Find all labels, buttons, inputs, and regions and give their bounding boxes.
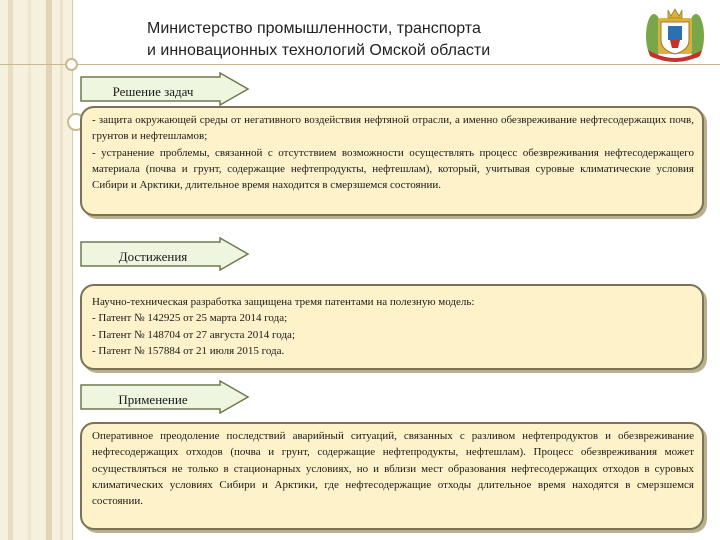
patent-1: - Патент № 142925 от 25 марта 2014 года; xyxy=(92,312,288,325)
tasks-heading: Решение задач xyxy=(112,84,194,99)
vertical-divider xyxy=(72,0,73,540)
tasks-paragraph-1: - защита окружающей среды от негативного воздействия нефтяной отрасли, а именно обезвреживание нефтесодержащих почв, грунтов и нефтешламов; xyxy=(92,114,694,143)
coat-of-arms-icon xyxy=(644,4,706,64)
achievements-box xyxy=(80,284,704,370)
patent-2: - Патент № 148704 от 27 августа 2014 года; xyxy=(92,328,295,341)
achievements-heading: Достижения xyxy=(118,249,188,264)
header-divider-dot xyxy=(65,58,78,71)
left-decorative-band xyxy=(0,0,72,540)
tasks-box xyxy=(80,106,704,216)
patent-3: - Патент № 157884 от 21 июля 2015 года. xyxy=(92,344,285,357)
application-heading-arrow xyxy=(80,380,250,414)
application-heading: Применение xyxy=(118,392,188,407)
header-divider xyxy=(0,64,720,65)
page-title-line-1: Министерство промышленности, транспорта xyxy=(147,20,481,37)
application-paragraph-1: Оперативное преодоление последствий аварийный ситуаций, связанных с разливом нефтепродуктов и обезвреживание нефтесодержащих отходов (почва и грунт, содержащие нефтепродукты, нефтешлам). Процесс обезвреживания может осуществляться не только в стационарных условиях, но и вблизи мест образования нефтесодержащих отходов в суровых климатических условиях Сибири и Арктики, где нефтесодержащие отходы длительное время находятся в смерзшемся состоянии. xyxy=(92,430,694,508)
tasks-heading-arrow xyxy=(80,72,250,106)
page-title xyxy=(147,18,587,62)
achievements-heading-arrow xyxy=(80,237,250,271)
page-title-line-2: и инновационных технологий Омской области xyxy=(147,42,491,59)
application-box xyxy=(80,422,704,530)
achievements-paragraph-1: Научно-техническая разработка защищена тремя патентами на полезную модель: xyxy=(92,296,475,308)
tasks-paragraph-2: - устранение проблемы, связанной с отсутствием возможности осуществлять процесс обезвреживания нефтесодержащего материала (почва и грунт, содержащие нефтепродукты, нефтешлам), который, учитывая суровые климатические условия Сибири и Арктики, длительное время находится в смерзшемся состоянии. xyxy=(92,146,694,192)
